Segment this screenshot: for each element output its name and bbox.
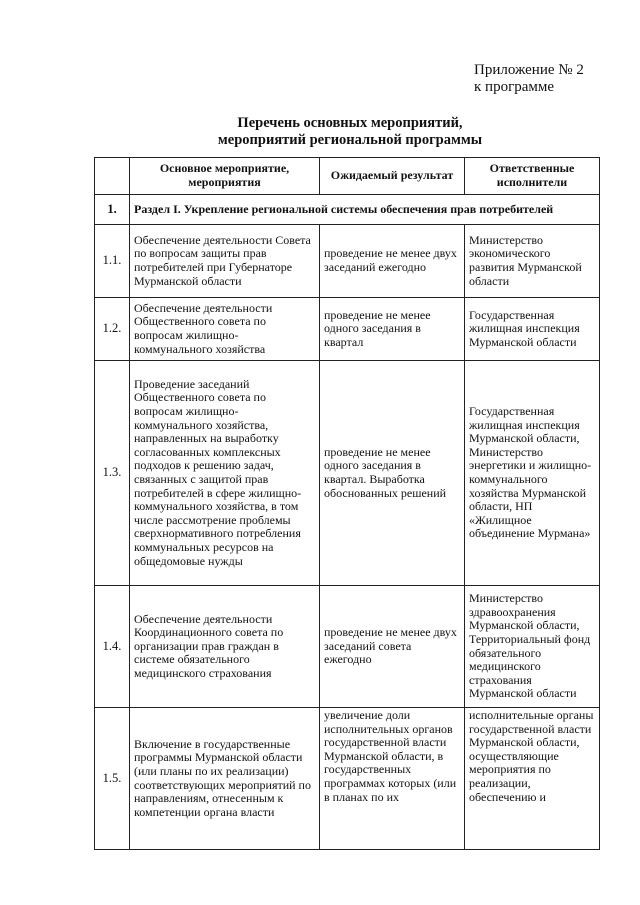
table-row <box>95 708 600 850</box>
table-row <box>95 361 600 586</box>
table-row <box>95 225 600 298</box>
section-number: 1. <box>95 195 130 225</box>
row-result: увеличение доли исполнительных органов государственной власти Мурманской области, в государственных программах которых (или в планах по их <box>320 708 465 850</box>
activities-table <box>94 157 600 850</box>
row-executors: Государственная жилищная инспекция Мурманской области, Министерство энергетики и жилищно-коммунального хозяйства Мурманской области, НП «Жилищное объединение Мурмана» <box>465 361 600 586</box>
section-title: Раздел I. Укрепление региональной системы обеспечения прав потребителей <box>130 195 600 225</box>
row-result: проведение не менее двух заседаний ежегодно <box>320 225 465 298</box>
table-row <box>95 586 600 708</box>
row-activity: Обеспечение деятельности Совета по вопросам защиты прав потребителей при Губернаторе Мурманской области <box>130 225 320 298</box>
header-number <box>95 158 130 195</box>
section-row <box>95 195 600 225</box>
row-executors: Государственная жилищная инспекция Мурманской области <box>465 298 600 361</box>
row-executors: Министерство экономического развития Мурманской области <box>465 225 600 298</box>
appendix-line-1: Приложение № 2 <box>474 62 584 78</box>
header-executors: Ответственные исполнители <box>465 158 600 195</box>
row-activity: Обеспечение деятельности Общественного совета по вопросам жилищно-коммунального хозяйства <box>130 298 320 361</box>
table-header-row <box>95 158 600 195</box>
row-result: проведение не менее одного заседания в квартал. Выработка обоснованных решений <box>320 361 465 586</box>
row-number: 1.4. <box>95 586 130 708</box>
document-title-line-1: Перечень основных мероприятий, <box>237 115 463 131</box>
row-activity: Включение в государственные программы Мурманской области (или планы по их реализации) соответствующих мероприятий по направлениям, отнесенным к компетенции органа власти <box>130 708 320 850</box>
header-activity: Основное мероприятие, мероприятия <box>130 158 320 195</box>
row-number: 1.5. <box>95 708 130 850</box>
row-result: проведение не менее двух заседаний совета ежегодно <box>320 586 465 708</box>
row-number: 1.3. <box>95 361 130 586</box>
document-title <box>150 115 550 149</box>
row-result: проведение не менее одного заседания в квартал <box>320 298 465 361</box>
appendix-line-2: к программе <box>474 79 555 95</box>
row-number: 1.2. <box>95 298 130 361</box>
table-row <box>95 298 600 361</box>
row-activity: Обеспечение деятельности Координационного совета по организации прав граждан в системе обязательного медицинского страхования <box>130 586 320 708</box>
document-title-line-2: мероприятий региональной программы <box>217 132 483 148</box>
row-activity: Проведение заседаний Общественного совета по вопросам жилищно-коммунального хозяйства, направленных на выработку согласованных комплексных подходов к решению задач, связанных с защитой прав потребителей в сфере жилищно-коммунального хозяйства, в том числе рассмотрение проблемы сверхнормативного потребления коммунальных ресурсов на общедомовые нужды <box>130 361 320 586</box>
row-executors: исполнительные органы государственной власти Мурманской области, осуществляющие мероприятия по реализации, обеспечению и <box>465 708 600 850</box>
appendix-label <box>474 62 584 96</box>
row-executors: Министерство здравоохранения Мурманской области, Территориальный фонд обязательного медицинского страхования Мурманской области <box>465 586 600 708</box>
header-result: Ожидаемый результат <box>320 158 465 195</box>
row-number: 1.1. <box>95 225 130 298</box>
